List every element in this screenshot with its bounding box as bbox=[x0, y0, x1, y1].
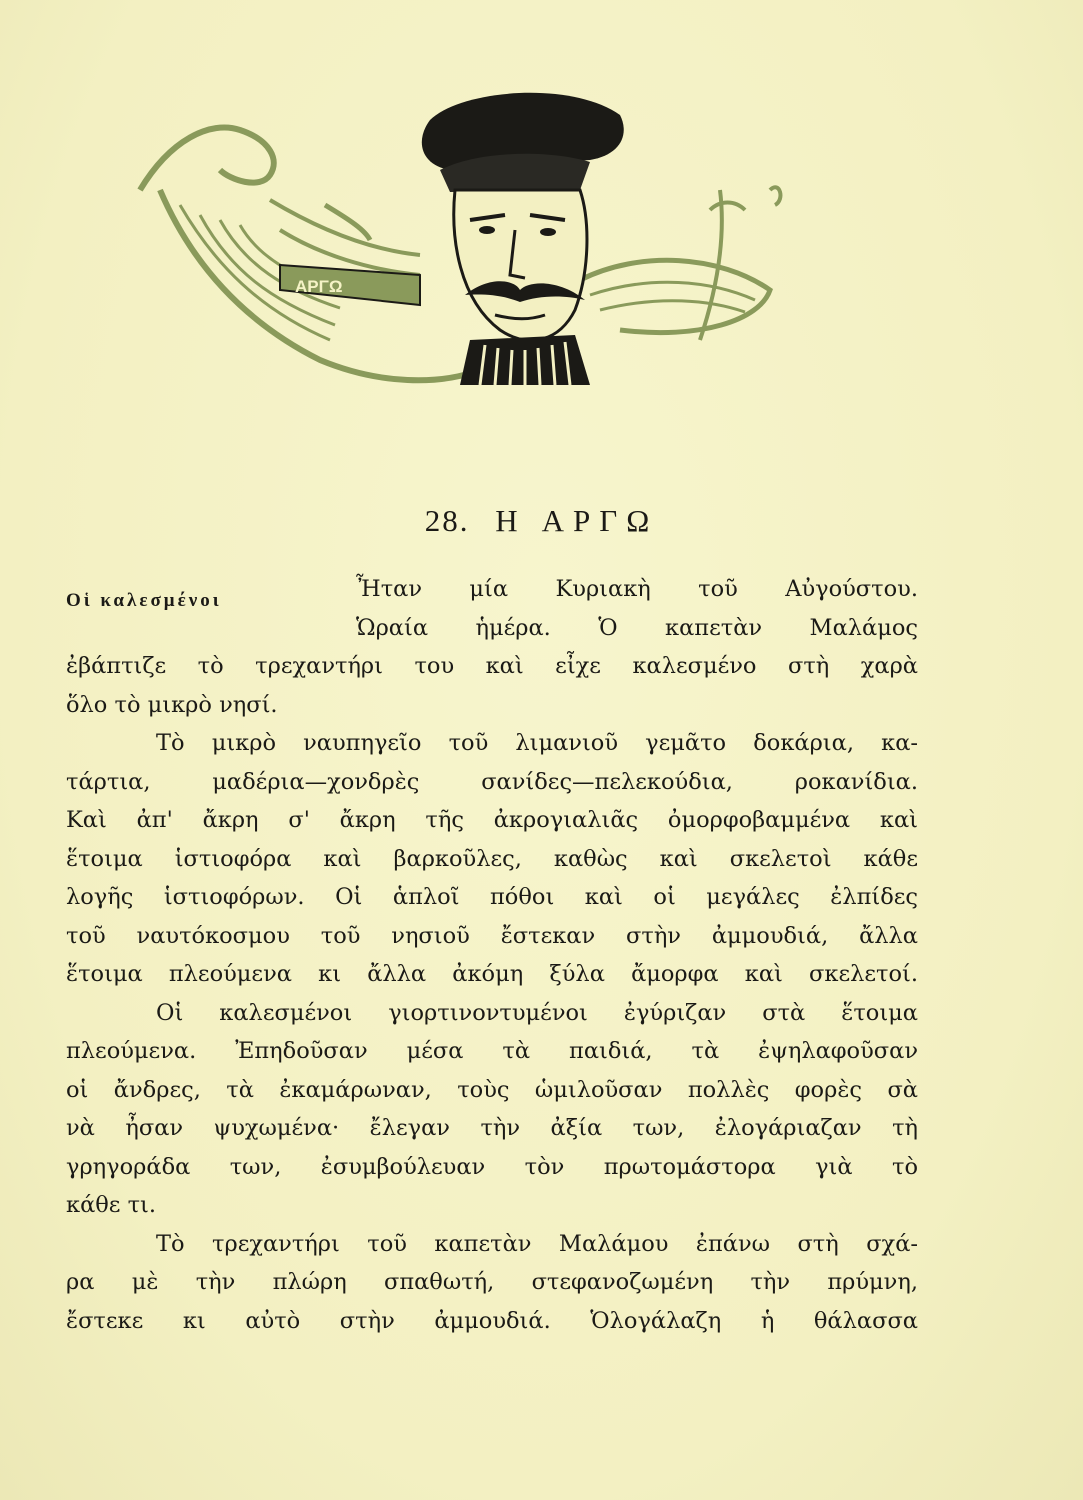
text-line: ὅλο τὸ μικρὸ νησί. bbox=[66, 691, 278, 718]
captain-portrait-illustration bbox=[120, 80, 800, 410]
captain-face-icon bbox=[422, 93, 624, 385]
text-line: λογῆς ἱστιοφόρων. Οἱ ἁπλοῖ πόθοι καὶ οἱ μεγάλες ἐλπίδες bbox=[66, 884, 918, 910]
margin-note: Οἱ καλεσμένοι bbox=[66, 590, 222, 611]
text-line: οἱ ἄνδρες, τὰ ἐκαμάρωναν, τοὺς ὡμιλοῦσαν πολλὲς φορὲς σὰ bbox=[66, 1076, 918, 1103]
text-line: κάθε τι. bbox=[66, 1192, 157, 1218]
text-line: Οἱ καλεσμένοι γιορτινοντυμένοι ἐγύριζαν στὰ ἕτοιμα bbox=[156, 999, 918, 1026]
text-line: Καὶ ἀπ' ἄκρη σ' ἄκρη τῆς ἀκρογιαλιᾶς ὀμορφοβαμμένα καὶ bbox=[66, 807, 918, 833]
text-line: ἕτοιμα ἱστιοφόρα καὶ βαρκοῦλες, καθὼς καὶ σκελετοὶ κάθε bbox=[66, 845, 918, 872]
chapter-number: 28. bbox=[424, 503, 470, 538]
ship-name-label: ΑΡΓΩ bbox=[295, 277, 343, 296]
chapter-title: Η ΑΡΓΩ bbox=[495, 503, 659, 538]
text-line: τάρτια, μαδέρια—χονδρὲς σανίδες—πελεκούδια, ροκανίδια. bbox=[66, 768, 918, 795]
text-line: ρα μὲ τὴν πλώρη σπαθωτή, στεφανοζωμένη τὴν πρύμνη, bbox=[66, 1269, 918, 1295]
text-line: Τὸ μικρὸ ναυπηγεῖο τοῦ λιμανιοῦ γεμᾶτο δοκάρια, κα- bbox=[156, 730, 918, 756]
text-line: ἔστεκε κι αὐτὸ στὴν ἀμμουδιά. Ὁλογάλαζη ἡ θάλασσα bbox=[66, 1307, 918, 1334]
text-line: Τὸ τρεχαντήρι τοῦ καπετὰν Μαλάμου ἐπάνω στὴ σχά- bbox=[156, 1230, 918, 1257]
text-line: ἕτοιμα πλεούμενα κι ἄλλα ἀκόμη ξύλα ἄμορφα καὶ σκελετοί. bbox=[66, 961, 918, 987]
text-line: γρηγοράδα των, ἐσυμβούλευαν τὸν πρωτομάστορα γιὰ τὸ bbox=[66, 1153, 918, 1180]
text-line: νὰ ἦσαν ψυχωμένα· ἔλεγαν τὴν ἀξία των, ἐλογάριαζαν τὴ bbox=[66, 1115, 918, 1141]
chapter-heading bbox=[0, 503, 1083, 539]
body-text bbox=[66, 570, 918, 1340]
text-line: ἐβάπτιζε τὸ τρεχαντήρι του καὶ εἶχε καλεσμένο στὴ χαρὰ bbox=[66, 653, 918, 679]
text-line: Ἦταν μία Κυριακὴ τοῦ Αὐγούστου. bbox=[356, 576, 918, 602]
ship-prow-icon bbox=[140, 128, 480, 381]
boat-hull-icon bbox=[580, 187, 780, 340]
text-line: πλεούμενα. Ἐπηδοῦσαν μέσα τὰ παιδιά, τὰ ἐψηλαφοῦσαν bbox=[66, 1038, 918, 1064]
text-line: τοῦ ναυτόκοσμου τοῦ νησιοῦ ἔστεκαν στὴν ἀμμουδιά, ἄλλα bbox=[66, 922, 918, 949]
text-line: Ὡραία ἡμέρα. Ὁ καπετὰν Μαλάμος bbox=[356, 614, 918, 641]
